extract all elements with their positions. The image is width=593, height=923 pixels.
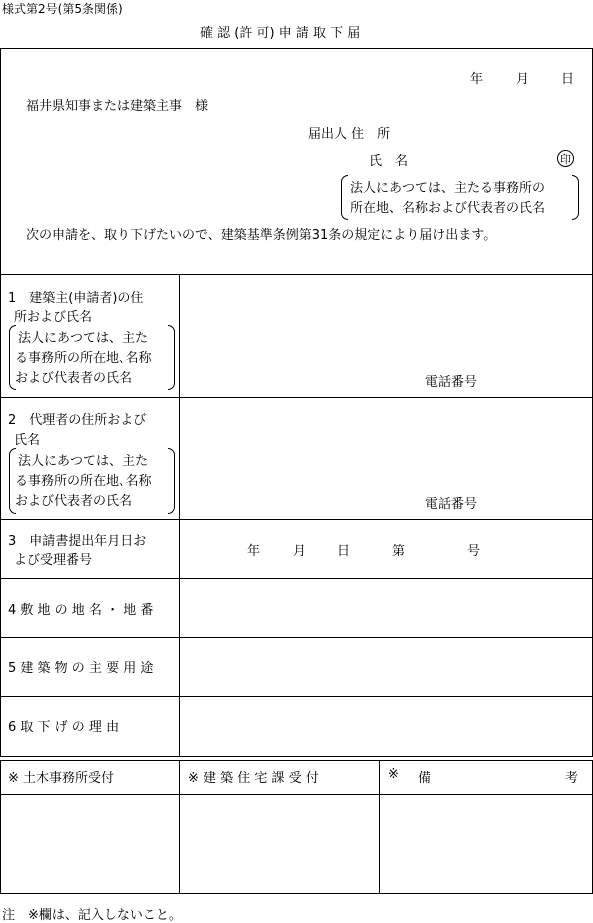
divider: [0, 519, 593, 520]
applicant-name-label: 氏 名: [369, 154, 409, 169]
submission-no-prefix: 第: [392, 544, 406, 559]
building-housing-division-receipt-header: ※ 建 築 住 宅 課 受 付: [188, 771, 319, 786]
submission-label-line2: よび受理番号: [14, 553, 93, 568]
owner-note-line2: る事務所の所在地､名称: [15, 351, 152, 366]
form-title: 確 認 (許 可) 申 請 取 下 届: [200, 26, 361, 41]
divider: [0, 794, 593, 795]
submission-no-suffix: 号: [467, 544, 481, 559]
submission-year-label: 年: [247, 544, 261, 559]
applicant-note-bracket-left: [341, 175, 348, 220]
agent-note-line2: る事務所の所在地､名称: [15, 474, 152, 489]
date-day-label: 日: [561, 72, 575, 87]
divider: [0, 637, 593, 638]
footnote: 注 ※欄は、記入しないこと。: [2, 908, 182, 923]
agent-phone-label: 電話番号: [425, 497, 478, 512]
date-month-label: 月: [516, 72, 530, 87]
statement: 次の申請を、取り下げたいので、建築基準条例第31条の規定により届け出ます。: [26, 228, 497, 243]
owner-note-bracket-right: [168, 325, 175, 390]
site-label: 4 敷 地 の 地 名 ・ 地 番: [8, 603, 154, 618]
divider: [0, 274, 593, 275]
form-number: 様式第2号(第5条関係): [2, 2, 123, 16]
divider: [0, 578, 593, 579]
submission-day-label: 日: [337, 544, 351, 559]
agent-note-line1: 法人にあつては、主た: [18, 454, 149, 469]
addressee: 福井県知事または建築主事 様: [26, 99, 209, 114]
agent-note-bracket-right: [168, 448, 175, 514]
applicant-note-line2: 所在地、名称および代表者の氏名: [350, 201, 546, 216]
agent-note-line3: および代表者の氏名: [15, 494, 133, 509]
divider: [0, 696, 593, 697]
reason-label: 6 取 下 げ の 理 由: [8, 720, 120, 735]
remarks-mark: ※: [388, 767, 399, 782]
use-label: 5 建 築 物 の 主 要 用 途: [8, 661, 154, 676]
civil-engineering-office-receipt-header: ※ 土木事務所受付: [8, 771, 115, 786]
owner-note-line1: 法人にあつては、主た: [18, 331, 149, 346]
form-frame: [0, 48, 593, 757]
owner-phone-label: 電話番号: [425, 375, 478, 390]
remarks-header-char2: 考: [565, 771, 579, 786]
submission-month-label: 月: [293, 544, 307, 559]
applicant-note-line1: 法人にあつては、主たる事務所の: [350, 181, 546, 196]
owner-label-line1: 1 建築主(申請者)の住: [8, 291, 144, 306]
divider: [0, 397, 593, 398]
date-year-label: 年: [470, 72, 484, 87]
remarks-header-char1: 備: [418, 771, 432, 786]
divider: [179, 760, 180, 894]
applicant-address-label: 届出人 住 所: [308, 127, 391, 142]
submission-label-line1: 3 申請書提出年月日お: [8, 534, 147, 549]
divider: [379, 760, 380, 894]
owner-label-line2: 所および氏名: [14, 310, 93, 325]
owner-note-line3: および代表者の氏名: [15, 371, 133, 386]
divider: [179, 274, 180, 757]
agent-label-line1: 2 代理者の住所および: [8, 413, 147, 428]
seal-mark: 印: [557, 150, 574, 167]
applicant-note-bracket-right: [572, 175, 579, 220]
agent-label-line2: 氏名: [14, 433, 41, 448]
